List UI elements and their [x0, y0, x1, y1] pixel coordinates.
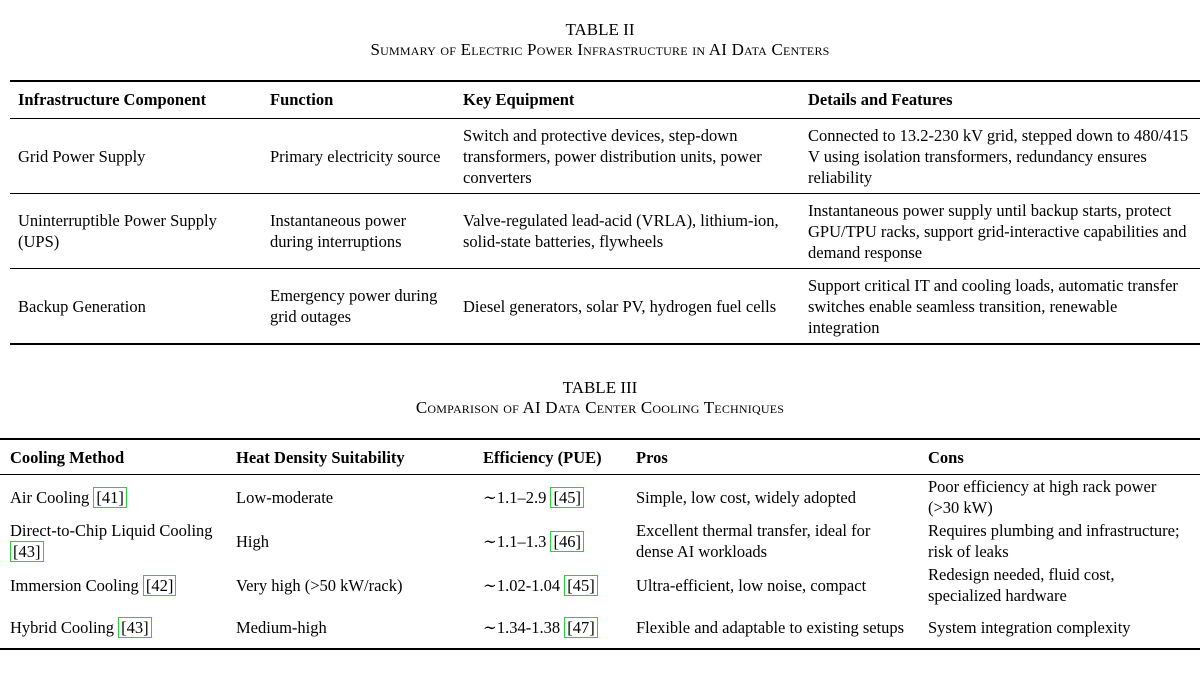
- citation-link[interactable]: [45]: [564, 575, 598, 596]
- table3-header-pros: Pros: [626, 439, 918, 475]
- table2-cell-component: Grid Power Supply: [18, 146, 146, 166]
- table3-cell-efficiency: [473, 475, 626, 520]
- table2-cell-details: Connected to 13.2-230 kV grid, stepped down to 480/415 V using isolation transformers, redundancy ensures reliability: [808, 125, 1189, 187]
- table2-cell-details: Instantaneous power supply until backup starts, protect GPU/TPU racks, support grid-interactive capabilities and demand response: [800, 194, 1200, 269]
- table3-cell-pros: Excellent thermal transfer, ideal for dense AI workloads: [636, 521, 871, 561]
- table2-cell-function: Primary electricity source: [270, 146, 441, 166]
- citation-link[interactable]: [43]: [10, 541, 44, 562]
- table3-cell-efficiency: [473, 607, 626, 649]
- table3-cell-efficiency: [473, 519, 626, 563]
- table3-cell-pros: Simple, low cost, widely adopted: [636, 487, 856, 507]
- table3-header-row: [0, 439, 1200, 475]
- citation-link[interactable]: [43]: [118, 617, 152, 638]
- table2-header-equipment: Key Equipment: [455, 81, 800, 119]
- table-row: [10, 269, 1200, 345]
- table3-cell-method: [0, 607, 226, 649]
- table-row: [0, 475, 1200, 520]
- table3-cell-cons: Redesign needed, fluid cost, specialized hardware: [928, 565, 1115, 605]
- table2-cell-component: Backup Generation: [10, 269, 262, 345]
- table3-header-method: Cooling Method: [0, 439, 226, 475]
- efficiency-text: ∼1.02-1.04: [483, 575, 561, 595]
- method-text: Immersion Cooling: [10, 575, 139, 595]
- efficiency-text: ∼1.1–1.3: [483, 531, 547, 551]
- table3-cell-method: [0, 563, 226, 607]
- table2-title: Summary of Electric Power Infrastructure in AI Data Centers: [370, 40, 830, 59]
- table2-header-row: [10, 81, 1200, 119]
- table2-cell-function: Instantaneous power during interruptions: [262, 194, 455, 269]
- table2-cell-equipment: Valve-regulated lead-acid (VRLA), lithium-ion, solid-state batteries, flywheels: [455, 194, 800, 269]
- table2-caption: [0, 20, 1200, 60]
- table3-cell-cons: Requires plumbing and infrastructure; risk of leaks: [928, 521, 1180, 561]
- citation-link[interactable]: [41]: [93, 487, 127, 508]
- table2-cell-component: Uninterruptible Power Supply (UPS): [10, 194, 262, 269]
- table2-header-function: Function: [262, 81, 455, 119]
- table3-title: Comparison of AI Data Center Cooling Techniques: [415, 398, 785, 417]
- citation-link[interactable]: [45]: [550, 487, 584, 508]
- table-row: [10, 119, 1200, 194]
- table3-cell-pros: Flexible and adaptable to existing setups: [636, 618, 905, 637]
- table3-cell-method: [0, 475, 226, 520]
- table3-cell-density: High: [236, 531, 269, 551]
- method-text: Hybrid Cooling: [10, 618, 115, 637]
- table2: [10, 80, 1200, 345]
- method-text: Direct-to-Chip Liquid Cooling: [10, 521, 213, 540]
- table2-header-details: Details and Features: [800, 81, 1200, 119]
- table3-header-density: Heat Density Suitability: [226, 439, 473, 475]
- table3-header-cons: Cons: [918, 439, 1200, 475]
- table2-cell-function: Emergency power during grid outages: [262, 269, 455, 345]
- table3: [0, 438, 1200, 650]
- table-row: [0, 519, 1200, 563]
- table2-label: TABLE II: [565, 20, 635, 39]
- method-text: Air Cooling: [10, 487, 90, 507]
- table3-cell-density: Medium-high: [236, 618, 327, 637]
- table3-cell-efficiency: [473, 563, 626, 607]
- efficiency-text: ∼1.34-1.38: [483, 618, 561, 637]
- table2-header-component: Infrastructure Component: [10, 81, 262, 119]
- table3-header-efficiency: Efficiency (PUE): [473, 439, 626, 475]
- table3-cell-method: [0, 519, 226, 563]
- table3-cell-pros: Ultra-efficient, low noise, compact: [636, 575, 867, 595]
- table3-cell-density: Very high (>50 kW/rack): [236, 575, 403, 595]
- table-row: [10, 194, 1200, 269]
- efficiency-text: ∼1.1–2.9: [483, 487, 547, 507]
- table3-cell-density: Low-moderate: [236, 487, 334, 507]
- citation-link[interactable]: [47]: [564, 617, 598, 638]
- table2-cell-details: Support critical IT and cooling loads, automatic transfer switches enable seamless transition, renewable integration: [800, 269, 1200, 345]
- table-row: [0, 563, 1200, 607]
- table3-cell-cons: System integration complexity: [928, 618, 1131, 637]
- table2-cell-equipment: Diesel generators, solar PV, hydrogen fuel cells: [455, 269, 800, 345]
- citation-link[interactable]: [46]: [550, 531, 584, 552]
- citation-link[interactable]: [42]: [143, 575, 177, 596]
- table3-cell-cons: Poor efficiency at high rack power (>30 kW): [928, 477, 1157, 517]
- table-row: [0, 607, 1200, 649]
- table3-label: TABLE III: [562, 378, 638, 397]
- table2-cell-equipment: Switch and protective devices, step-down transformers, power distribution units, power converters: [463, 125, 762, 187]
- table3-caption: [0, 378, 1200, 418]
